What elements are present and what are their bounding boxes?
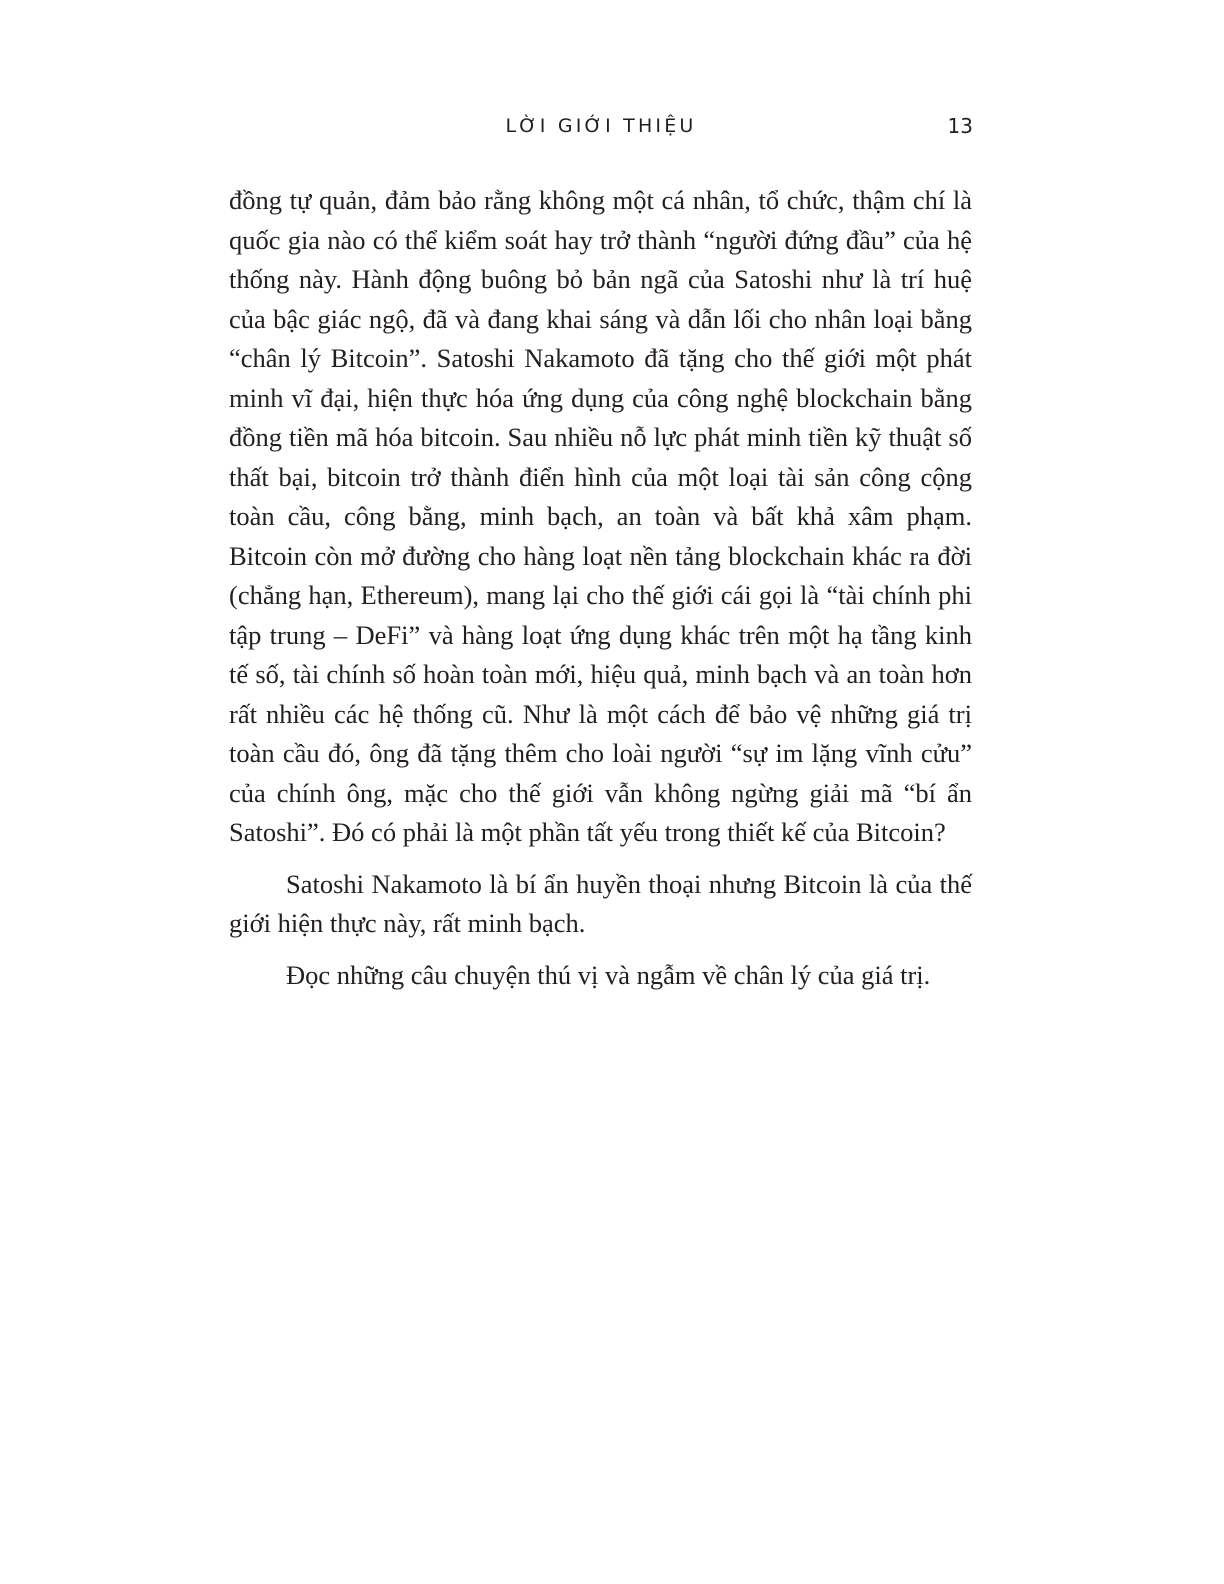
running-header bbox=[229, 110, 973, 142]
paragraph-3: Đọc những câu chuyện thú vị và ngẫm về chân lý của giá trị. bbox=[286, 959, 931, 990]
paragraph-1: đồng tự quản, đảm bảo rằng không một cá nhân, tổ chức, thậm chí là quốc gia nào có thể kiểm soát hay trở thành “người đứng đầu” của hệ thống này. Hành động buông bỏ bản ngã của Satoshi như là trí huệ của bậc giác ngộ, đã và đang khai sáng và dẫn lối cho nhân loại bằng “chân lý Bitcoin”. Satoshi Nakamoto đã tặng cho thế giới một phát minh vĩ đại, hiện thực hóa ứng dụng của công nghệ blockchain bằng đồng tiền mã hóa bitcoin. Sau nhiều nỗ lực phát minh tiền kỹ thuật số thất bại, bitcoin trở thành điển hình của một loại tài sản công cộng toàn cầu, công bằng, minh bạch, an toàn và bất khả xâm phạm. Bitcoin còn mở đường cho hàng loạt nền tảng blockchain khác ra đời (chẳng hạn, Ethereum), mang lại cho thế giới cái gọi là “tài chính phi tập trung – DeFi” và hàng loạt ứng dụng khác trên một hạ tầng kinh tế số, tài chính số hoàn toàn mới, hiệu quả, minh bạch và an toàn hơn rất nhiều các hệ thống cũ. Như là một cách để bảo vệ những giá trị toàn cầu đó, ông đã tặng thêm cho loài người “sự im lặng vĩnh cửu” của chính ông, mặc cho thế giới vẫn không ngừng giải mã “bí ẩn Satoshi”. Đó có phải là một phần tất yếu trong thiết kế của Bitcoin? bbox=[229, 185, 972, 847]
page-number: 13 bbox=[947, 114, 973, 138]
body-text bbox=[229, 181, 972, 995]
chapter-title: LỜI GIỚI THIỆU bbox=[505, 115, 697, 137]
paragraph-2: Satoshi Nakamoto là bí ẩn huyền thoại nhưng Bitcoin là của thế giới hiện thực này, rất minh bạch. bbox=[229, 868, 972, 938]
